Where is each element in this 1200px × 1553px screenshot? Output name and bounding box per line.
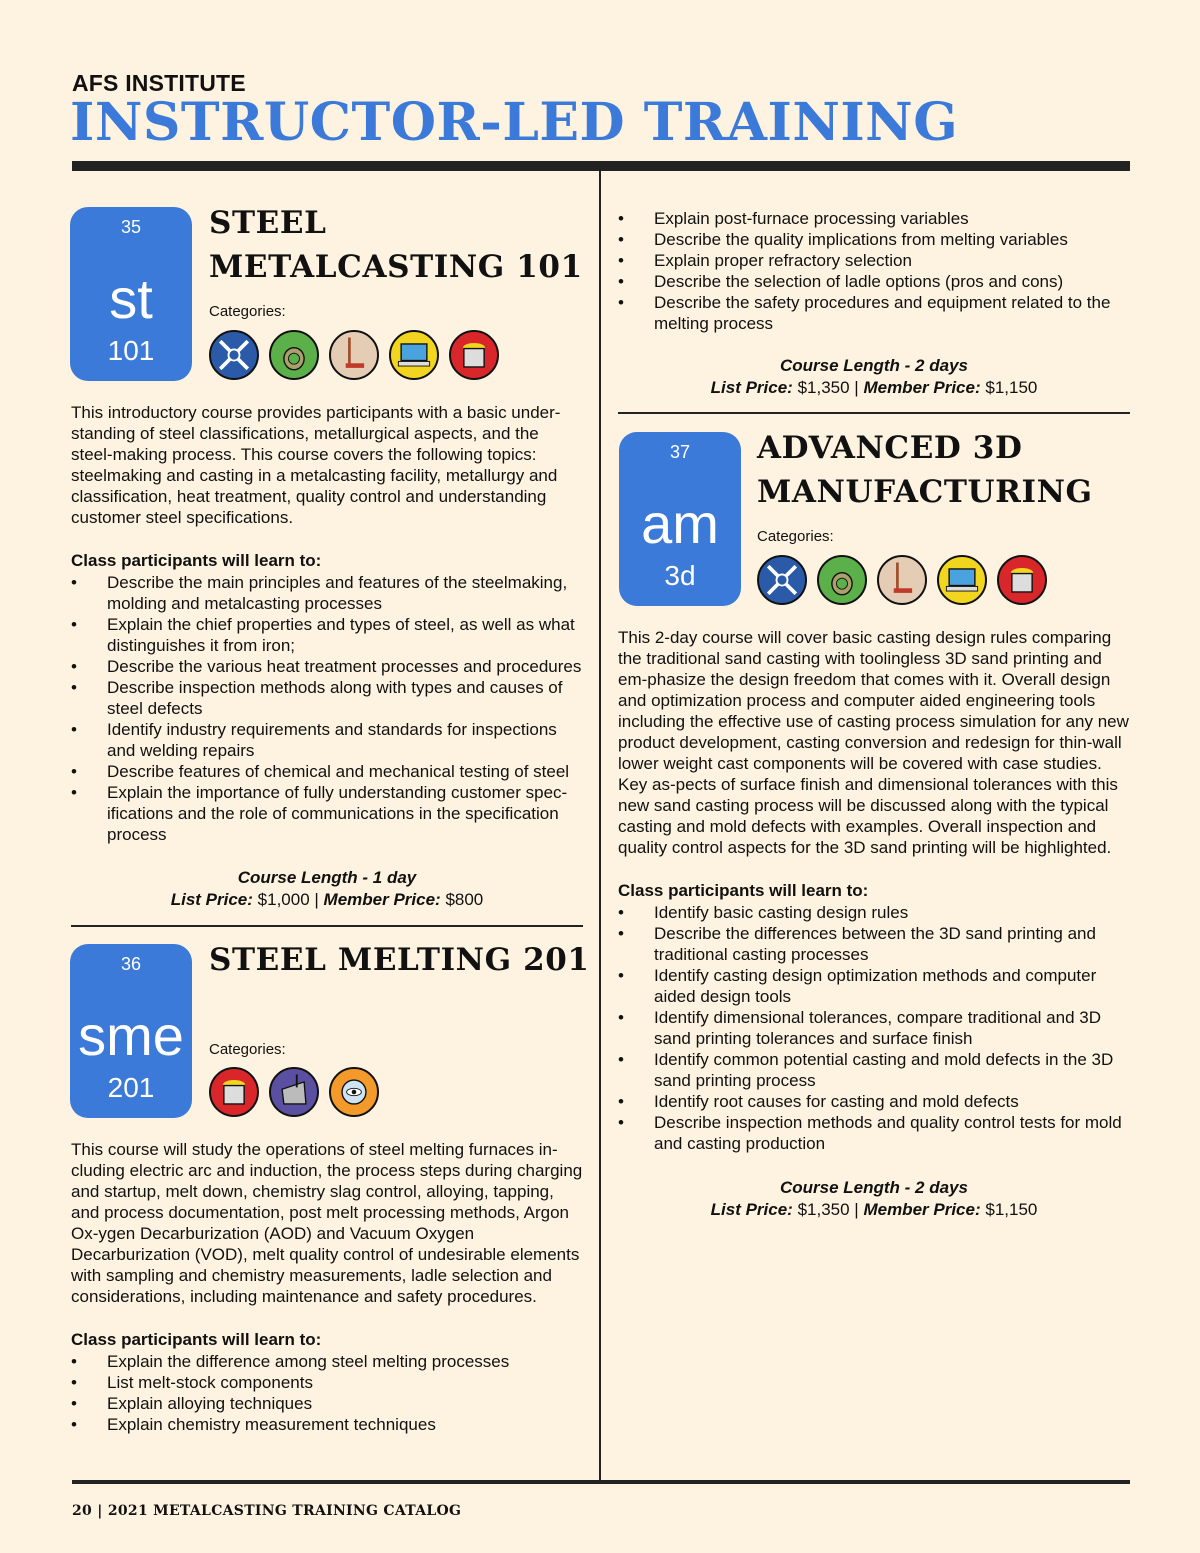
list-item: • Identify basic casting design rules	[618, 902, 1130, 923]
member-price: $800	[445, 890, 484, 909]
list-item: • Explain the difference among steel melting processes	[71, 1351, 583, 1372]
computer-icon[interactable]	[389, 330, 439, 380]
member-price: $1,150	[985, 1200, 1038, 1219]
list-price: $1,000	[257, 890, 310, 909]
course-title	[209, 938, 590, 982]
course-tile-35	[70, 207, 192, 381]
learn-list-continued	[618, 208, 1130, 334]
computer-icon[interactable]	[937, 555, 987, 605]
list-item: • Describe the selection of ladle options (pros and cons)	[618, 271, 1130, 292]
categories-label: Categories:	[209, 1041, 286, 1058]
ladle-bucket-icon[interactable]	[209, 1067, 259, 1117]
list-item: • Describe features of chemical and mechanical testing of steel	[71, 761, 583, 782]
afs-safety-icon[interactable]	[757, 555, 807, 605]
course-title-line2: METALCASTING 101	[209, 249, 583, 285]
money-bag-icon[interactable]	[817, 555, 867, 605]
institute-label: AFS INSTITUTE	[72, 70, 246, 96]
course-level: 201	[107, 1072, 155, 1103]
ladle-bucket-icon[interactable]	[997, 555, 1047, 605]
learn-list	[618, 902, 1130, 1154]
category-icons	[209, 330, 499, 380]
money-bag-icon[interactable]	[269, 330, 319, 380]
bottom-rule	[72, 1480, 1130, 1484]
course-description: This 2-day course will cover basic casting design rules comparing the traditional sand casting with toolingless 3D sand printing and em-phasize the design freedom that comes with it. Overall design and optimization process and computer aided engineering tools including the effective use of casting process simulation for any new product development, casting conversion and redesign for thin-wall lower weight cast components will be covered with case studies. Key as-pects of surface finish and dimensional tolerances with this new sand casting process will be discussed along with the typical casting and mold defects with examples. Overall inspection and quality control aspects for the 3D sand printing will be highlighted.	[618, 628, 1129, 857]
learn-list	[71, 1351, 583, 1435]
column-divider	[599, 171, 601, 1483]
course-symbol: st	[109, 267, 153, 330]
course-title-line1: ADVANCED 3D	[757, 430, 1023, 466]
learn-heading: Class participants will learn to:	[71, 1330, 322, 1349]
course-description: This introductory course provides participants with a basic under-standing of steel classifications, metallurgical aspects, and the steel-making process. This course covers the following topics: steelmaking and casting in a metalcasting facility, metallurgy and classification, heat treatment, quality control and understanding customer steel specifications.	[71, 403, 561, 527]
list-item: • Identify casting design optimization methods and computer aided design tools	[618, 965, 1130, 1007]
page-title: INSTRUCTOR-LED TRAINING	[70, 92, 959, 153]
list-price-label: List Price:	[710, 378, 793, 397]
top-rule	[72, 161, 1130, 171]
course-title-line2: MANUFACTURING	[757, 474, 1093, 510]
list-item: • Identify industry requirements and standards for inspections and welding repairs	[71, 719, 583, 761]
list-item: • Describe inspection methods and quality control tests for mold and casting production	[618, 1112, 1130, 1154]
course-level: 3d	[664, 560, 696, 591]
list-price-label: List Price:	[170, 890, 253, 909]
learn-list	[71, 572, 583, 845]
list-item: • Describe the various heat treatment processes and procedures	[71, 656, 583, 677]
course-number: 35	[120, 217, 142, 237]
member-price: $1,150	[985, 378, 1038, 397]
list-item: • Identify common potential casting and mold defects in the 3D sand printing process	[618, 1049, 1130, 1091]
section-divider	[71, 925, 583, 927]
list-item: • Explain the chief properties and types of steel, as well as what distinguishes it from iron;	[71, 614, 583, 656]
list-item: • Describe the differences between the 3D sand printing and traditional casting processes	[618, 923, 1130, 965]
category-icons	[757, 555, 1047, 605]
course-symbol: am	[641, 492, 719, 555]
course-meta: Course Length - 2 days List Price: $1,350 | Member Price: $1,150	[710, 356, 1038, 397]
list-item: • Explain chemistry measurement techniques	[71, 1414, 583, 1435]
list-item: • Explain the importance of fully understanding customer spec-ifications and the role of communications in the specification process	[71, 782, 583, 845]
course-title	[209, 201, 583, 289]
list-item: • Describe inspection methods along with types and causes of steel defects	[71, 677, 583, 719]
list-item: • Explain proper refractory selection	[618, 250, 1130, 271]
list-price-label: List Price:	[710, 1200, 793, 1219]
member-price-label: Member Price:	[323, 890, 441, 909]
list-item: • Identify dimensional tolerances, compare traditional and 3D sand printing tolerances and surface finish	[618, 1007, 1130, 1049]
list-item: • List melt-stock components	[71, 1372, 583, 1393]
list-item: • Describe the safety procedures and equipment related to the melting process	[618, 292, 1130, 334]
foundry-tool-icon[interactable]	[329, 330, 379, 380]
course-symbol: sme	[78, 1004, 184, 1067]
inspection-eye-icon[interactable]	[329, 1067, 379, 1117]
course-tile-37	[619, 432, 741, 606]
list-item: • Identify root causes for casting and mold defects	[618, 1091, 1130, 1112]
list-item: • Describe the main principles and features of the steelmaking, molding and metalcasting processes	[71, 572, 583, 614]
list-price: $1,350	[797, 378, 850, 397]
member-price-label: Member Price:	[863, 378, 981, 397]
learn-heading: Class participants will learn to:	[618, 881, 869, 900]
course-length: Course Length - 1 day	[237, 868, 417, 887]
pouring-ladle-icon[interactable]	[269, 1067, 319, 1117]
course-length: Course Length - 2 days	[780, 1178, 968, 1197]
category-icons	[209, 1067, 379, 1117]
course-number: 37	[669, 442, 691, 462]
course-title-line1: STEEL	[209, 205, 327, 241]
course-number: 36	[120, 954, 142, 974]
section-divider	[618, 412, 1130, 414]
list-item: • Describe the quality implications from melting variables	[618, 229, 1130, 250]
list-item: • Explain post-furnace processing variables	[618, 208, 1130, 229]
list-price: $1,350	[797, 1200, 850, 1219]
course-meta: Course Length - 2 days List Price: $1,350 | Member Price: $1,150	[710, 1178, 1038, 1219]
member-price-label: Member Price:	[863, 1200, 981, 1219]
course-title-line1: STEEL MELTING 201	[209, 942, 590, 978]
categories-label: Categories:	[209, 303, 286, 320]
course-level: 101	[107, 335, 155, 366]
course-tile-36	[70, 944, 192, 1118]
categories-label: Categories:	[757, 528, 834, 545]
page-footer: 20 | 2021 METALCASTING TRAINING CATALOG	[72, 1503, 462, 1519]
learn-heading: Class participants will learn to:	[71, 551, 322, 570]
course-length: Course Length - 2 days	[780, 356, 968, 375]
list-item: • Explain alloying techniques	[71, 1393, 583, 1414]
course-title	[757, 426, 1093, 514]
course-description: This course will study the operations of steel melting furnaces in-cluding electric arc and induction, the process steps during charging and startup, melt down, chemistry slag control, alloying, tapping, and process documentation, post melt processing methods, Argon Ox-ygen Decarburization (AOD) and Vacuum Oxygen Decarburization (VOD), melt quality control of undesirable elements with sampling and chemistry measurements, ladle selection and considerations, including maintenance and safety procedures.	[71, 1140, 583, 1306]
course-meta: Course Length - 1 day List Price: $1,000 | Member Price: $800	[170, 868, 484, 909]
foundry-tool-icon[interactable]	[877, 555, 927, 605]
afs-safety-icon[interactable]	[209, 330, 259, 380]
ladle-bucket-icon[interactable]	[449, 330, 499, 380]
